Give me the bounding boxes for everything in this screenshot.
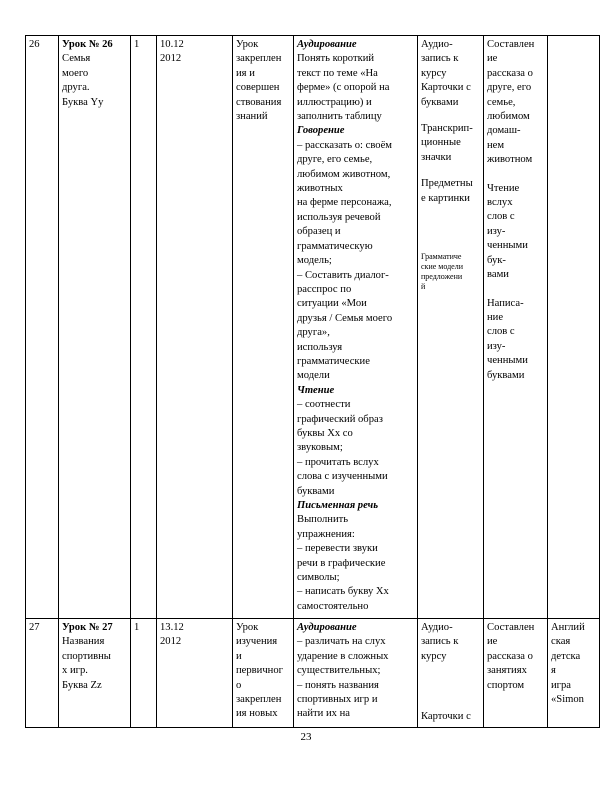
lesson-type-cell: Урок закреплен ия и совершен ствования знаний [233,36,294,619]
lesson-number-cell: 27 [26,619,59,728]
extra-cell: Англий ская детска я игра «Simon [548,619,600,728]
date-cell: 13.12 2012 [157,619,233,728]
hours-cell: 1 [131,36,157,619]
tasks-cell: Составлен ие рассказа о друге, его семье, любимом домаш- нем животном Чтение вслух слов с изу- ченными бук- вами Написа- ние слов с изу- ченными буквами [484,36,548,619]
materials-cell: Аудио- запись к курсу Карточки с буквами Транскрип- ционные значки Предметны е картинки Грамматиче ские модели предложени й [418,36,484,619]
tasks-cell: Составлен ие рассказа о занятиях спортом [484,619,548,728]
date-cell: 10.12 2012 [157,36,233,619]
materials-cell: Аудио- запись к курсу Карточки с [418,619,484,728]
lesson-type-cell: Урок изучения и первичног о закреплен ия новых [233,619,294,728]
lesson-number-cell: 26 [26,36,59,619]
lesson-plan-table [25,35,600,728]
table-row [26,36,600,619]
page-number: 23 [300,731,312,743]
activities-cell: Аудирование Понять короткий текст по теме «На ферме» (с опорой на иллюстрацию) и заполнить таблицу Говорение – рассказать о: своём друге, его семье, любимом животном, животных на ферме персонажа, используя речевой образец и грамматическую модель; – Составить диалог- расспрос по ситуации «Мои друзья / Семья моего друга», используя грамматические модели Чтение – соотнести графический образ буквы Xx со звуковым; – прочитать вслух слова с изученными буквами Письменная речь Выполнить упражнения: – перевести звуки речи в графические символы; – написать букву Xx самостоятельно [294,36,418,619]
activities-cell: Аудирование – различать на слух ударение в сложных существительных; – понять названия спортивных игр и найти их на [294,619,418,728]
extra-cell [548,36,600,619]
lesson-topic-cell: Урок № 26 Семья моего друга. Буква Yy [59,36,131,619]
table-row [26,619,600,728]
lesson-topic-cell: Урок № 27 Названия спортивны х игр. Буква Zz [59,619,131,728]
hours-cell: 1 [131,619,157,728]
